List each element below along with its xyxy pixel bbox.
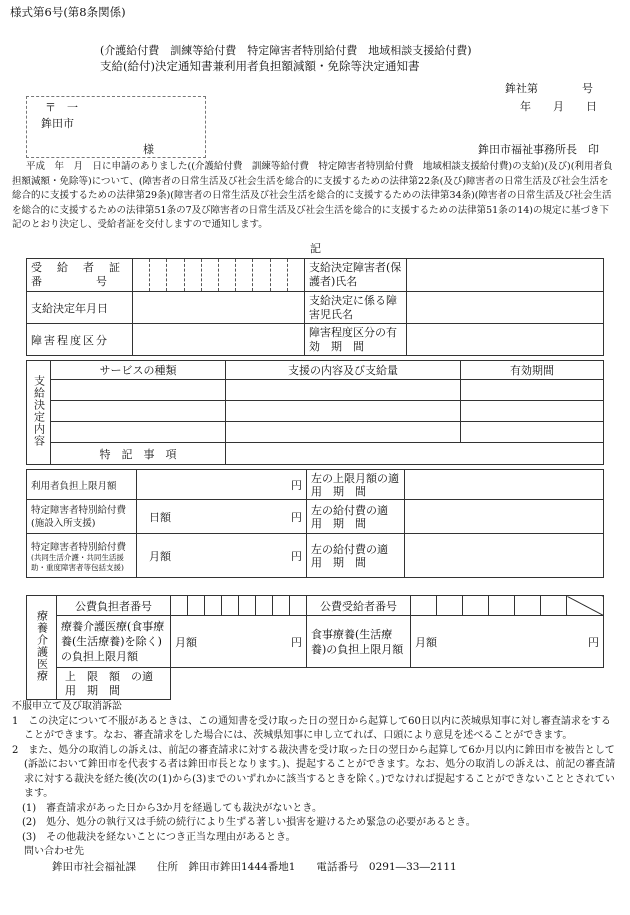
facility-benefit-period-value xyxy=(405,500,604,534)
level-period-label: 障害程度区分の有 効 期 間 xyxy=(305,324,407,356)
child-name-label: 支給決定に係る障害児氏名 xyxy=(305,292,407,324)
recipient-digit xyxy=(463,596,489,616)
address-city: 鉾田市 xyxy=(41,117,74,130)
title-line-1: (介護給付費 訓練等給付費 特定障害者特別給付費 地域相談支援給付費) xyxy=(100,44,472,57)
recipient-number-label: 受 給 者 証 番 号 xyxy=(27,259,133,292)
recipient-digit xyxy=(541,596,567,616)
yen-unit: 円 xyxy=(291,549,302,563)
notes-heading: 不服申立て及び取消訴訟 xyxy=(12,701,122,712)
facility-benefit-period-label: 左の給付費の適 用 期 間 xyxy=(307,500,405,534)
notes-section xyxy=(12,700,617,874)
service-type-header: サービスの種類 xyxy=(51,361,226,380)
group-benefit-title: 特定障害者特別給付費 xyxy=(31,541,127,553)
medical-limit-value xyxy=(171,616,307,668)
title-line-2: 支給(給付)決定通知書兼利用者負担額減額・免除等決定通知書 xyxy=(100,59,420,73)
burden-limit-table xyxy=(26,469,604,578)
meal-limit-label: 食事療養(生活療養)の負担上限月額 xyxy=(307,616,411,668)
recipient-number-label: 公費受給者番号 xyxy=(307,596,411,616)
table-cell xyxy=(226,422,461,443)
medical-care-side-label: 療養介護医療 xyxy=(27,596,57,700)
contact-info: 鉾田市社会福祉課 住所 鉾田市鉾田1444番地1 電話番号 0291―33―2111 xyxy=(52,860,457,873)
form-number: 様式第6号(第8条関係) xyxy=(10,5,126,19)
notes-paragraph-1: 1 この決定について不服があるときは、この通知書を受け取った日の翌日から起算して60日以内に茨城県知事に対し審査請求をすることができます。なお、審査請求をした場合には、茨城県知事に申し立てれば、口頭により意見を述べることができます。 xyxy=(12,715,611,741)
notes-paragraph-2: 2 また、処分の取消しの訴えは、前記の審査請求に対する裁決書を受け取った日の翌日から起算して6か月以内に鉾田市を被告として(訴訟において鉾田市を代表する者は鉾田市長となります。)、提起することができます。なお、処分の取消しの訴えは、前記の審査請求に対する裁決を経た後(次の(1)から(3)までのいずれかに該当するときを除く。)でなければ提起することができないこととされています。 xyxy=(12,744,616,799)
remarks-value xyxy=(226,443,604,465)
table-cell xyxy=(461,422,604,443)
payer-digit xyxy=(290,596,307,616)
table-cell xyxy=(51,422,226,443)
monthly-amount-label: 月額 xyxy=(175,635,197,649)
recipient-info-table xyxy=(26,258,604,356)
payer-number-label: 公費負担者番号 xyxy=(57,596,171,616)
recipient-digit xyxy=(515,596,541,616)
issuer: 鉾田市福祉事務所長 印 xyxy=(478,143,599,156)
notes-item-2: (2) 処分、処分の執行又は手続の続行により生ずる著しい損害を避けるため緊急の必要があるとき。 xyxy=(22,817,476,828)
facility-benefit-label: 特定障害者特別給付費(施設入所支援) xyxy=(27,500,137,534)
payer-digit xyxy=(256,596,273,616)
table-cell xyxy=(461,380,604,401)
limit-period-label: 上 限 額 の適 用 期 間 xyxy=(57,668,171,700)
payer-digit xyxy=(188,596,205,616)
yen-unit: 円 xyxy=(291,478,302,492)
payer-digit xyxy=(205,596,222,616)
recipient-digit xyxy=(411,596,437,616)
group-benefit-period-value xyxy=(405,534,604,578)
daily-amount-label: 日額 xyxy=(149,510,171,524)
burden-limit-period-label: 左の上限月額の適 用 期 間 xyxy=(307,470,405,500)
notice-body: 平成 年 月 日に申請のありました((介護給付費 訓練等給付費 特定障害者特別給付費 地域相談支援給付費)の支給)(及び)(利用者負担額減額・免除等)について、(障害者の日常生活及び社会生活を総合的に支援するための法律第22条(及び)障害者の日常生活及び社会生活を総合的に支援するための法律第29条)(障害者の日常生活及び社会生活を総合的に支援するための法律第34条)(障害者の日常生活及び社会生活を総合的に支援するための法律第51条の7及び障害者の日常生活及び社会生活を総合的に支援するための法律第51条の14)の規定に基づき下記のとおり決定し、受給者証を交付しますので通知します。 xyxy=(12,161,613,231)
limit-period-value xyxy=(171,668,604,700)
address-honorific: 様 xyxy=(143,143,154,156)
burden-limit-value xyxy=(137,470,307,500)
support-content-header: 支援の内容及び支給量 xyxy=(226,361,461,380)
table-cell xyxy=(226,401,461,422)
table-cell xyxy=(51,380,226,401)
group-benefit-label xyxy=(27,534,137,578)
remarks-label: 特 記 事 項 xyxy=(51,443,226,465)
facility-benefit-value xyxy=(137,500,307,534)
recipient-digit xyxy=(489,596,515,616)
contact-heading: 問い合わせ先 xyxy=(24,846,84,857)
monthly-amount-label: 月額 xyxy=(149,549,171,563)
yen-unit: 円 xyxy=(588,635,599,649)
parent-name-value xyxy=(407,259,604,292)
address-box xyxy=(26,96,206,158)
payer-digit xyxy=(239,596,256,616)
document-number: 鉾社第 号 xyxy=(505,82,593,95)
disability-level-label: 障害程度区分 xyxy=(27,324,133,356)
notes-item-3: (3) その他裁決を経ないことにつき正当な理由があるとき。 xyxy=(22,831,296,843)
yen-unit: 円 xyxy=(291,510,302,524)
table-cell xyxy=(51,401,226,422)
payer-digit xyxy=(171,596,188,616)
burden-limit-label: 利用者負担上限月額 xyxy=(27,470,137,500)
group-benefit-period-label: 左の給付費の適 用 期 間 xyxy=(307,534,405,578)
medical-care-table xyxy=(26,595,604,700)
meal-limit-value xyxy=(411,616,604,668)
payer-digit xyxy=(273,596,290,616)
child-name-value xyxy=(407,292,604,324)
notes-item-1: (1) 審査請求があった日から3か月を経過しても裁決がないとき。 xyxy=(22,802,323,814)
decision-date-value xyxy=(133,292,305,324)
ki-marker: 記 xyxy=(310,242,321,255)
postal-code: 〒 一 xyxy=(45,101,78,114)
group-benefit-value xyxy=(137,534,307,578)
recipient-number-cells xyxy=(133,259,305,292)
parent-name-label: 支給決定障害者(保護者)氏名 xyxy=(305,259,407,292)
decision-content-side-label: 支給決定内容 xyxy=(27,361,51,465)
valid-period-header: 有効期間 xyxy=(461,361,604,380)
medical-limit-label: 療養介護医療(食事療養(生活療養)を除く)の負担上限月額 xyxy=(57,616,171,668)
burden-limit-period-value xyxy=(405,470,604,500)
monthly-amount-label: 月額 xyxy=(415,635,437,649)
decision-date-label: 支給決定年月日 xyxy=(27,292,133,324)
decision-content-table xyxy=(26,360,604,465)
table-cell xyxy=(461,401,604,422)
group-benefit-subtitle: (共同生活介護・共同生活援助・重度障害者等包括支援) xyxy=(31,552,124,572)
recipient-digit xyxy=(567,596,604,616)
payer-digit xyxy=(222,596,239,616)
issue-date: 年 月 日 xyxy=(520,100,597,113)
yen-unit: 円 xyxy=(291,635,302,649)
recipient-digit xyxy=(437,596,463,616)
disability-level-value xyxy=(133,324,305,356)
level-period-value xyxy=(407,324,604,356)
table-cell xyxy=(226,380,461,401)
